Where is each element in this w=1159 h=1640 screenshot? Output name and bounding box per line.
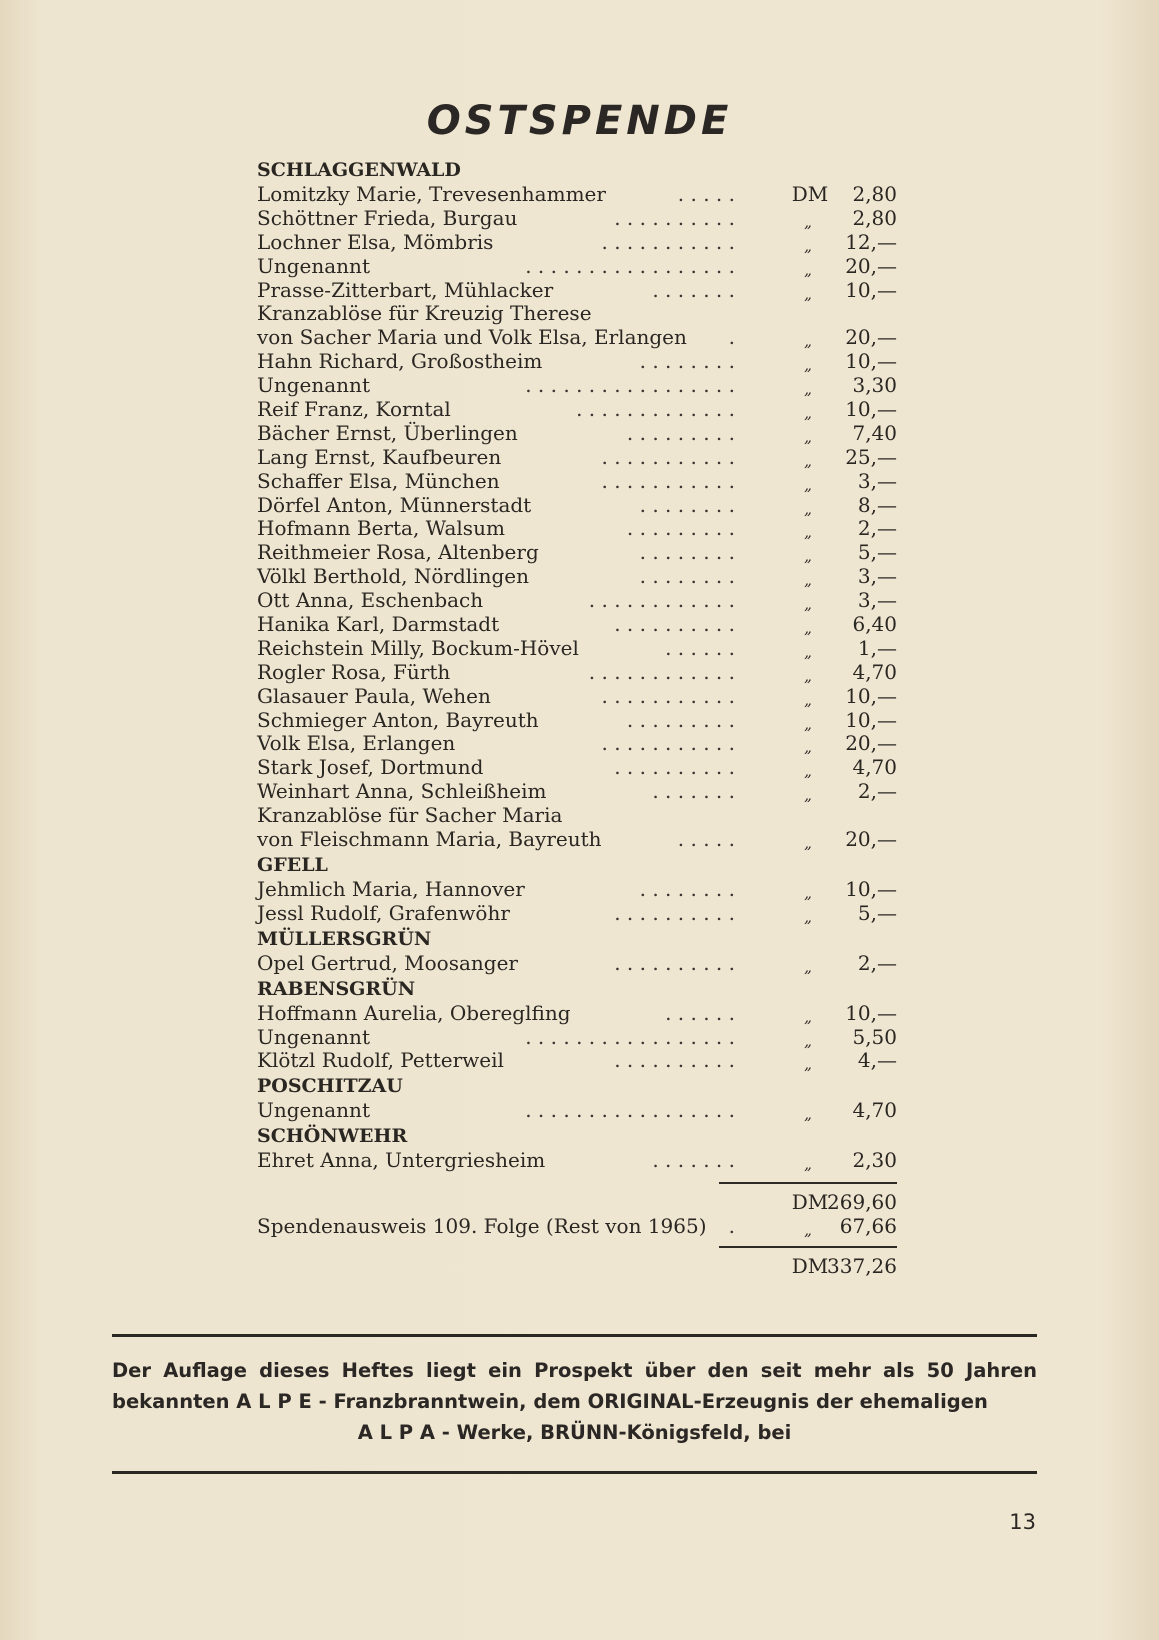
currency-unit: „ [804,1007,812,1026]
list-item [257,588,897,612]
list-item [257,684,897,708]
donation-amount: 20,— [845,731,897,756]
dot-leader: . . . . . . . . . . . . [588,588,735,613]
list-item [257,1001,897,1025]
list-item [257,660,897,684]
donation-amount: 10,— [845,707,897,732]
list-item [257,421,897,445]
currency-unit: „ [804,404,812,423]
list-item [257,493,897,517]
donation-amount: 3,— [857,588,897,613]
currency-unit: „ [804,762,812,781]
list-item [257,612,897,636]
section-heading: SCHLAGGENWALD [257,159,461,181]
currency-unit: „ [804,883,812,902]
donation-amount: 25,— [845,444,897,469]
currency-unit: „ [804,595,812,614]
donor-name: Schöttner Frieda, Burgau [257,205,518,230]
dot-leader: . . . . . . . . . . . [601,444,735,469]
currency-unit: „ [804,451,812,470]
list-item [257,564,897,588]
notice-line-2: bekannten A L P E - Franzbranntwein, dem ORIGINAL-Erzeugnis der ehemaligen [112,1390,988,1413]
donor-name: Reichstein Milly, Bockum-Hövel [257,635,579,660]
dot-leader: . [728,1213,735,1238]
list-item [257,901,897,925]
donation-amount: 10,— [845,683,897,708]
donation-amount: 7,40 [852,420,897,445]
dot-leader: . . . . . . . . . . . [601,731,735,756]
donor-name: Bächer Ernst, Überlingen [257,420,518,445]
list-item [257,278,897,302]
currency-unit: „ [804,1105,812,1124]
donation-amount: 1,— [857,635,897,660]
currency-unit: „ [804,738,812,757]
dot-leader: . . . . . . . . . . [614,900,735,925]
donor-name: Spendenausweis 109. Folge (Rest von 1965) [257,1213,707,1238]
donor-name: Jessl Rudolf, Grafenwöhr [257,900,510,925]
donation-amount: 20,— [845,827,897,852]
donor-name: von Fleischmann Maria, Bayreuth [257,827,602,852]
donor-name: Lang Ernst, Kaufbeuren [257,444,502,469]
dot-leader: . . . . . . . . [639,876,735,901]
list-item [257,1048,897,1072]
list-item [257,445,897,469]
donor-name: Reithmeier Rosa, Altenberg [257,540,539,565]
dot-leader: . . . . . . . . . . [614,205,735,230]
donation-amount: 5,— [857,540,897,565]
donor-name: Ungenannt [257,1098,370,1123]
donation-amount: 5,— [857,900,897,925]
donation-amount: 4,70 [852,659,897,684]
currency-unit: „ [804,356,812,375]
dot-leader: . . . . . . [665,635,735,660]
donor-name: Klötzl Rudolf, Petterweil [257,1048,504,1073]
donor-name: Schaffer Elsa, München [257,468,500,493]
dot-leader: . . . . . . . . . [626,707,735,732]
list-item [257,230,897,254]
donor-name: Lochner Elsa, Mömbris [257,229,494,254]
currency-unit: „ [804,714,812,733]
donation-amount: 3,— [857,564,897,589]
currency-unit: „ [804,1220,812,1239]
dot-leader: . . . . . . . . . . . . . . . . . [525,1024,735,1049]
donor-name: Hanika Karl, Darmstadt [257,612,500,637]
list-item [257,182,897,206]
donation-amount: 20,— [845,253,897,278]
list-item [257,540,897,564]
dot-leader: . . . . . . . . . . . [601,229,735,254]
list-item [257,349,897,373]
donation-amount: 12,— [845,229,897,254]
currency-unit: „ [804,475,812,494]
list-item [257,779,897,803]
currency-unit: „ [804,547,812,566]
dot-leader: . . . . . . . . . . . . . [576,397,735,422]
donor-name: Glasauer Paula, Wehen [257,683,491,708]
currency-unit: „ [804,666,812,685]
currency-unit: „ [804,907,812,926]
dot-leader: . . . . . . . . [639,564,735,589]
top-divider [112,1334,1037,1337]
currency-unit: DM [791,182,829,206]
donor-name: Ott Anna, Eschenbach [257,588,484,613]
currency-unit: „ [804,1055,812,1074]
section-heading: POSCHITZAU [257,1075,403,1098]
donation-amount: 6,40 [852,612,897,637]
dot-leader: . . . . . . . . . . . . . . . . . [525,253,735,278]
list-item [257,755,897,779]
dot-leader: . . . . . . . . [639,349,735,374]
dot-leader: . . . . . . . . [639,540,735,565]
donor-name: Kranzablöse für Kreuzig Therese [257,301,592,326]
currency-unit: „ [804,1031,812,1050]
donor-name: Ehret Anna, Untergriesheim [257,1148,546,1173]
dot-leader: . . . . . . . . . . [614,755,735,780]
donation-amount: 4,70 [852,1098,897,1123]
list-item [257,1148,897,1172]
dot-leader: . . . . . [677,827,735,852]
page-title: OSTSPENDE [426,98,733,144]
dot-leader: . . . . . . . . . . . . . . . . . [525,373,735,398]
donation-amount: 67,66 [839,1213,897,1238]
donation-amount: 10,— [845,1000,897,1025]
donation-amount: 337,26 [827,1253,897,1278]
dot-leader: . . . . . . . . . . [614,950,735,975]
currency-unit: DM [791,1253,829,1278]
donation-amount: 10,— [845,349,897,374]
list-item [257,636,897,660]
section-heading: MÜLLERSGRÜN [257,927,432,950]
donor-name: Hahn Richard, Großostheim [257,349,543,374]
bottom-divider [112,1471,1037,1474]
total-rule [719,1246,897,1248]
currency-unit: „ [804,380,812,399]
donor-name: Ungenannt [257,373,370,398]
dot-leader: . . . . . . . [652,277,735,302]
donor-name: Rogler Rosa, Fürth [257,659,451,684]
list-item [257,1025,897,1049]
donor-name: Kranzablöse für Sacher Maria [257,803,563,828]
dot-leader: . . . . . . . . . . . [601,683,735,708]
donor-name: Hoffmann Aurelia, Obereglfing [257,1000,571,1025]
currency-unit: „ [804,236,812,255]
donation-amount: 4,70 [852,755,897,780]
donor-name: Opel Gertrud, Moosanger [257,950,518,975]
donation-amount: 10,— [845,277,897,302]
list-item [257,1098,897,1122]
dot-leader: . . . . . . . . . [626,516,735,541]
list-item [257,877,897,901]
list-item [257,731,897,755]
currency-unit: „ [804,284,812,303]
currency-unit: „ [804,957,812,976]
donation-amount: 269,60 [827,1190,897,1215]
list-item [257,803,897,827]
dot-leader: . . . . . . . . . . . . . . . . . [525,1098,735,1123]
donor-name: Lomitzky Marie, Trevesenhammer [257,182,606,206]
dot-leader: . . . . . . . . . . . [601,468,735,493]
dot-leader: . . . . . . [665,1000,735,1025]
currency-unit: „ [804,571,812,590]
dot-leader: . . . . . [677,182,735,206]
section-heading: RABENSGRÜN [257,977,416,1000]
dot-leader: . . . . . . . . . [626,420,735,445]
sum-rule [719,1182,897,1184]
currency-unit: „ [804,260,812,279]
list-item [257,397,897,421]
carryover-row [257,1214,897,1238]
donation-amount: 2,— [857,779,897,804]
dot-leader: . . . . . . . [652,1148,735,1173]
currency-unit: „ [804,642,812,661]
donation-amount: 8,— [857,492,897,517]
donor-name: Dörfel Anton, Münnerstadt [257,492,532,517]
list-item [257,516,897,540]
currency-unit: „ [804,786,812,805]
donation-list [257,156,897,1278]
donor-name: Reif Franz, Korntal [257,397,451,422]
currency-unit: „ [804,499,812,518]
list-item [257,206,897,230]
currency-unit: „ [804,834,812,853]
dot-leader: . . . . . . . . . . [614,1048,735,1073]
currency-unit: „ [804,523,812,542]
dot-leader: . . . . . . . . . . [614,612,735,637]
currency-unit: „ [804,212,812,231]
donor-name: Prasse-Zitterbart, Mühlacker [257,277,554,302]
currency-unit: „ [804,332,812,351]
advertisement-notice [112,1355,1037,1448]
subtotal-row [257,1190,897,1214]
list-item [257,373,897,397]
dot-leader: . [728,325,735,350]
currency-unit: „ [804,1155,812,1174]
list-item [257,827,897,851]
notice-line-1: Der Auflage dieses Heftes liegt ein Prospekt über den seit mehr als 50 Jahren [112,1359,1037,1382]
currency-unit: DM [791,1190,829,1215]
list-item [257,254,897,278]
donor-name: Weinhart Anna, Schleißheim [257,779,547,804]
donation-amount: 2,80 [852,205,897,230]
currency-unit: „ [804,690,812,709]
donation-amount: 5,50 [852,1024,897,1049]
list-item [257,325,897,349]
total-row [257,1254,897,1278]
donor-name: von Sacher Maria und Volk Elsa, Erlangen [257,325,687,350]
donation-amount: 3,30 [852,373,897,398]
donation-amount: 2,30 [852,1148,897,1173]
donor-name: Hofmann Berta, Walsum [257,516,505,541]
donation-amount: 4,— [857,1048,897,1073]
dot-leader: . . . . . . . . . . . . [588,659,735,684]
notice-line-3: A L P A - Werke, BRÜNN-Königsfeld, bei [357,1421,792,1444]
currency-unit: „ [804,427,812,446]
currency-unit: „ [804,619,812,638]
list-item [257,301,897,325]
donor-name: Jehmlich Maria, Hannover [257,876,525,901]
donation-amount: 10,— [845,876,897,901]
donation-amount: 3,— [857,468,897,493]
donation-amount: 10,— [845,397,897,422]
donor-name: Ungenannt [257,1024,370,1049]
list-item [257,951,897,975]
list-item [257,469,897,493]
dot-leader: . . . . . . . [652,779,735,804]
donor-name: Schmieger Anton, Bayreuth [257,707,539,732]
page-number: 13 [1009,1510,1036,1534]
donor-name: Volk Elsa, Erlangen [257,731,456,756]
section-heading: SCHÖNWEHR [257,1125,408,1148]
dot-leader: . . . . . . . . [639,492,735,517]
donor-name: Stark Josef, Dortmund [257,755,484,780]
donation-amount: 2,— [857,516,897,541]
donation-amount: 2,— [857,950,897,975]
donor-name: Ungenannt [257,253,370,278]
donor-name: Völkl Berthold, Nördlingen [257,564,529,589]
list-item [257,708,897,732]
donation-amount: 2,80 [852,182,897,206]
donation-amount: 20,— [845,325,897,350]
section-heading: GFELL [257,853,328,876]
